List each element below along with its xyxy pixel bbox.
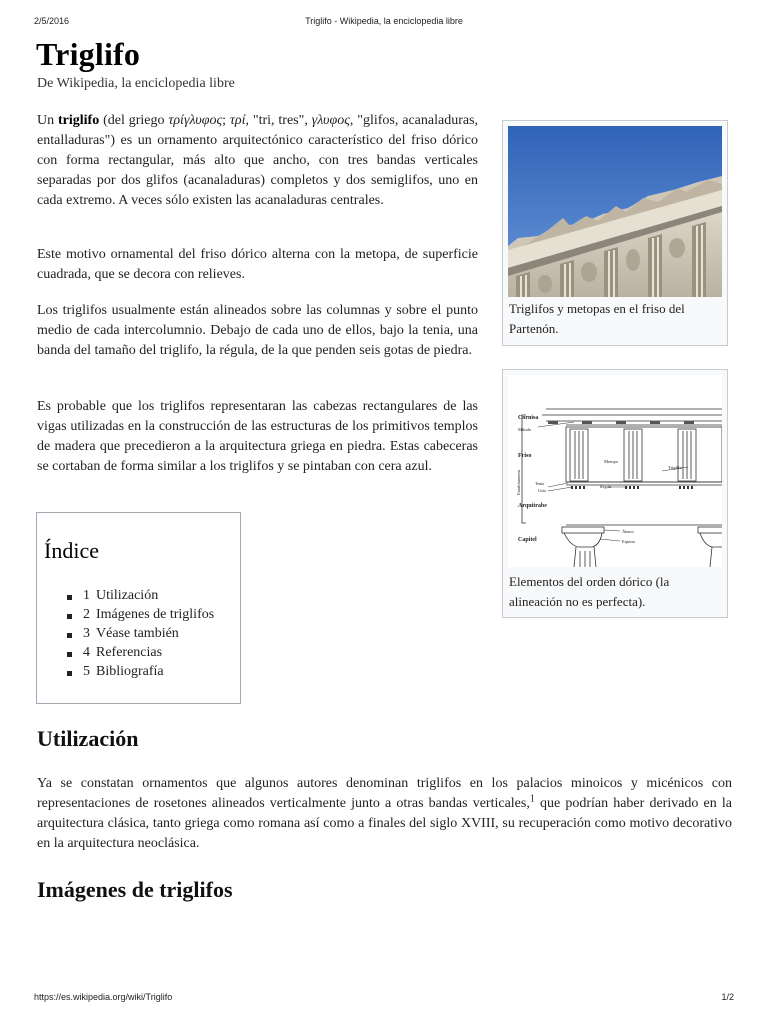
diagram-caption: Elementos del orden dórico (la alineación no es perfecta). <box>509 574 670 609</box>
label-metopa: Metopa <box>604 459 618 464</box>
toc-item-referencias[interactable]: 4 Referencias <box>37 645 214 664</box>
print-footer <box>0 992 768 1006</box>
paragraph-alineacion: Los triglifos usualmente están alineados sobre las columnas y sobre el punto medio de cada intercolumnio. Debajo de cada uno de ellos, bajo la tenia, una banda del tamaño del triglifo, la régula, de la que penden seis gotas de piedra. <box>37 303 478 358</box>
toc-item-utilizacion[interactable]: 1 Utilización <box>37 588 214 607</box>
label-cornisa: Cornisa <box>518 415 539 421</box>
paragraph-utilizacion: Ya se constatan ornamentos que algunos autores denominan triglifos en los palacios minoicos y micénicos con representaciones de rosetones alineados verticalmente junto a otras bandas verticales,$^1$ que podrían haber derivado en la arquitectura clásica, tanto griega como romana así como a finales del siglo XVIII, su recuperación como motivo decorativo en la arquitectura neoclásica. <box>37 776 733 851</box>
figure-doric-order-diagram <box>502 369 728 618</box>
label-triglifo: Triglifo <box>668 465 682 470</box>
print-url: https://es.wikipedia.org/wiki/Triglifo <box>34 992 173 1002</box>
label-arquitrabe: Arquitrabe <box>518 503 547 509</box>
reference-link[interactable]: 1 <box>529 793 535 805</box>
bullet-icon <box>67 671 72 676</box>
label-capitel: Capitel <box>518 537 537 543</box>
term-bold: triglifo <box>57 113 100 128</box>
label-entablamento: Entablamento <box>516 470 521 495</box>
label-gota: Gota <box>538 488 546 493</box>
parthenon-frieze-photo[interactable] <box>508 126 722 297</box>
section-heading-imagenes: Imágenes de triglifos <box>37 877 233 902</box>
label-friso: Friso <box>518 453 532 459</box>
print-header <box>0 16 768 30</box>
greek-word-link[interactable]: τρίγλυφος <box>168 113 223 128</box>
label-regula: Régula <box>600 484 612 489</box>
toc-item-vease-tambien[interactable]: 3 Véase también <box>37 626 214 645</box>
label-tenia: Tenia <box>535 481 544 486</box>
figure-parthenon-photo <box>502 120 728 346</box>
bullet-icon <box>67 633 72 638</box>
page-title: Triglifo <box>36 36 141 72</box>
bullet-icon <box>67 652 72 657</box>
label-mutulo: Mútulo <box>518 427 532 432</box>
toc-title: Índice <box>44 538 99 563</box>
toc-list <box>37 588 214 683</box>
print-page-number: 1/2 <box>721 992 734 1002</box>
bullet-icon <box>67 614 72 619</box>
bullet-icon <box>67 595 72 600</box>
tagline: De Wikipedia, la enciclopedia libre <box>37 76 235 91</box>
label-abaco: Ábaco <box>622 529 634 534</box>
section-heading-utilizacion: Utilización <box>37 726 139 751</box>
print-date: 2/5/2016 <box>34 16 70 26</box>
intro-paragraph: Un triglifo (del griego τρίγλυφος; τρί, "tri, tres", γλυφος, "glifos, acanaladuras, entalladuras") es un ornamento arquitectónico característico del friso dórico con forma rectangular, más alto que ancho, con tres bandas verticales separadas por dos glifos (acanaladuras) completos y dos semiglifos, uno en cada extremo. A veces sólo existen las acanaladuras centrales. <box>37 113 479 208</box>
paragraph-origen: Es probable que los triglifos representaran las cabezas rectangulares de las vigas utilizadas en la construcción de las estructuras de los primitivos templos de madera que precedieron a la arquitectura griega en piedra. Estas cabeceras se cortaban de forma similar a los triglifos y se pintaban con cera azul. <box>37 399 478 474</box>
doric-order-diagram[interactable] <box>508 375 722 567</box>
toc-item-imagenes[interactable]: 2 Imágenes de triglifos <box>37 607 214 626</box>
paragraph-metopa: Este motivo ornamental del friso dórico alterna con la metopa, de superficie cuadrada, que se decora con relieves. <box>37 247 478 282</box>
photo-caption: Triglifos y metopas en el friso del Partenón. <box>509 301 685 336</box>
table-of-contents <box>36 512 241 704</box>
toc-item-bibliografia[interactable]: 5 Bibliografía <box>37 664 214 683</box>
label-equino: Equino <box>622 539 635 544</box>
print-page-title: Triglifo - Wikipedia, la enciclopedia libre <box>305 16 463 26</box>
